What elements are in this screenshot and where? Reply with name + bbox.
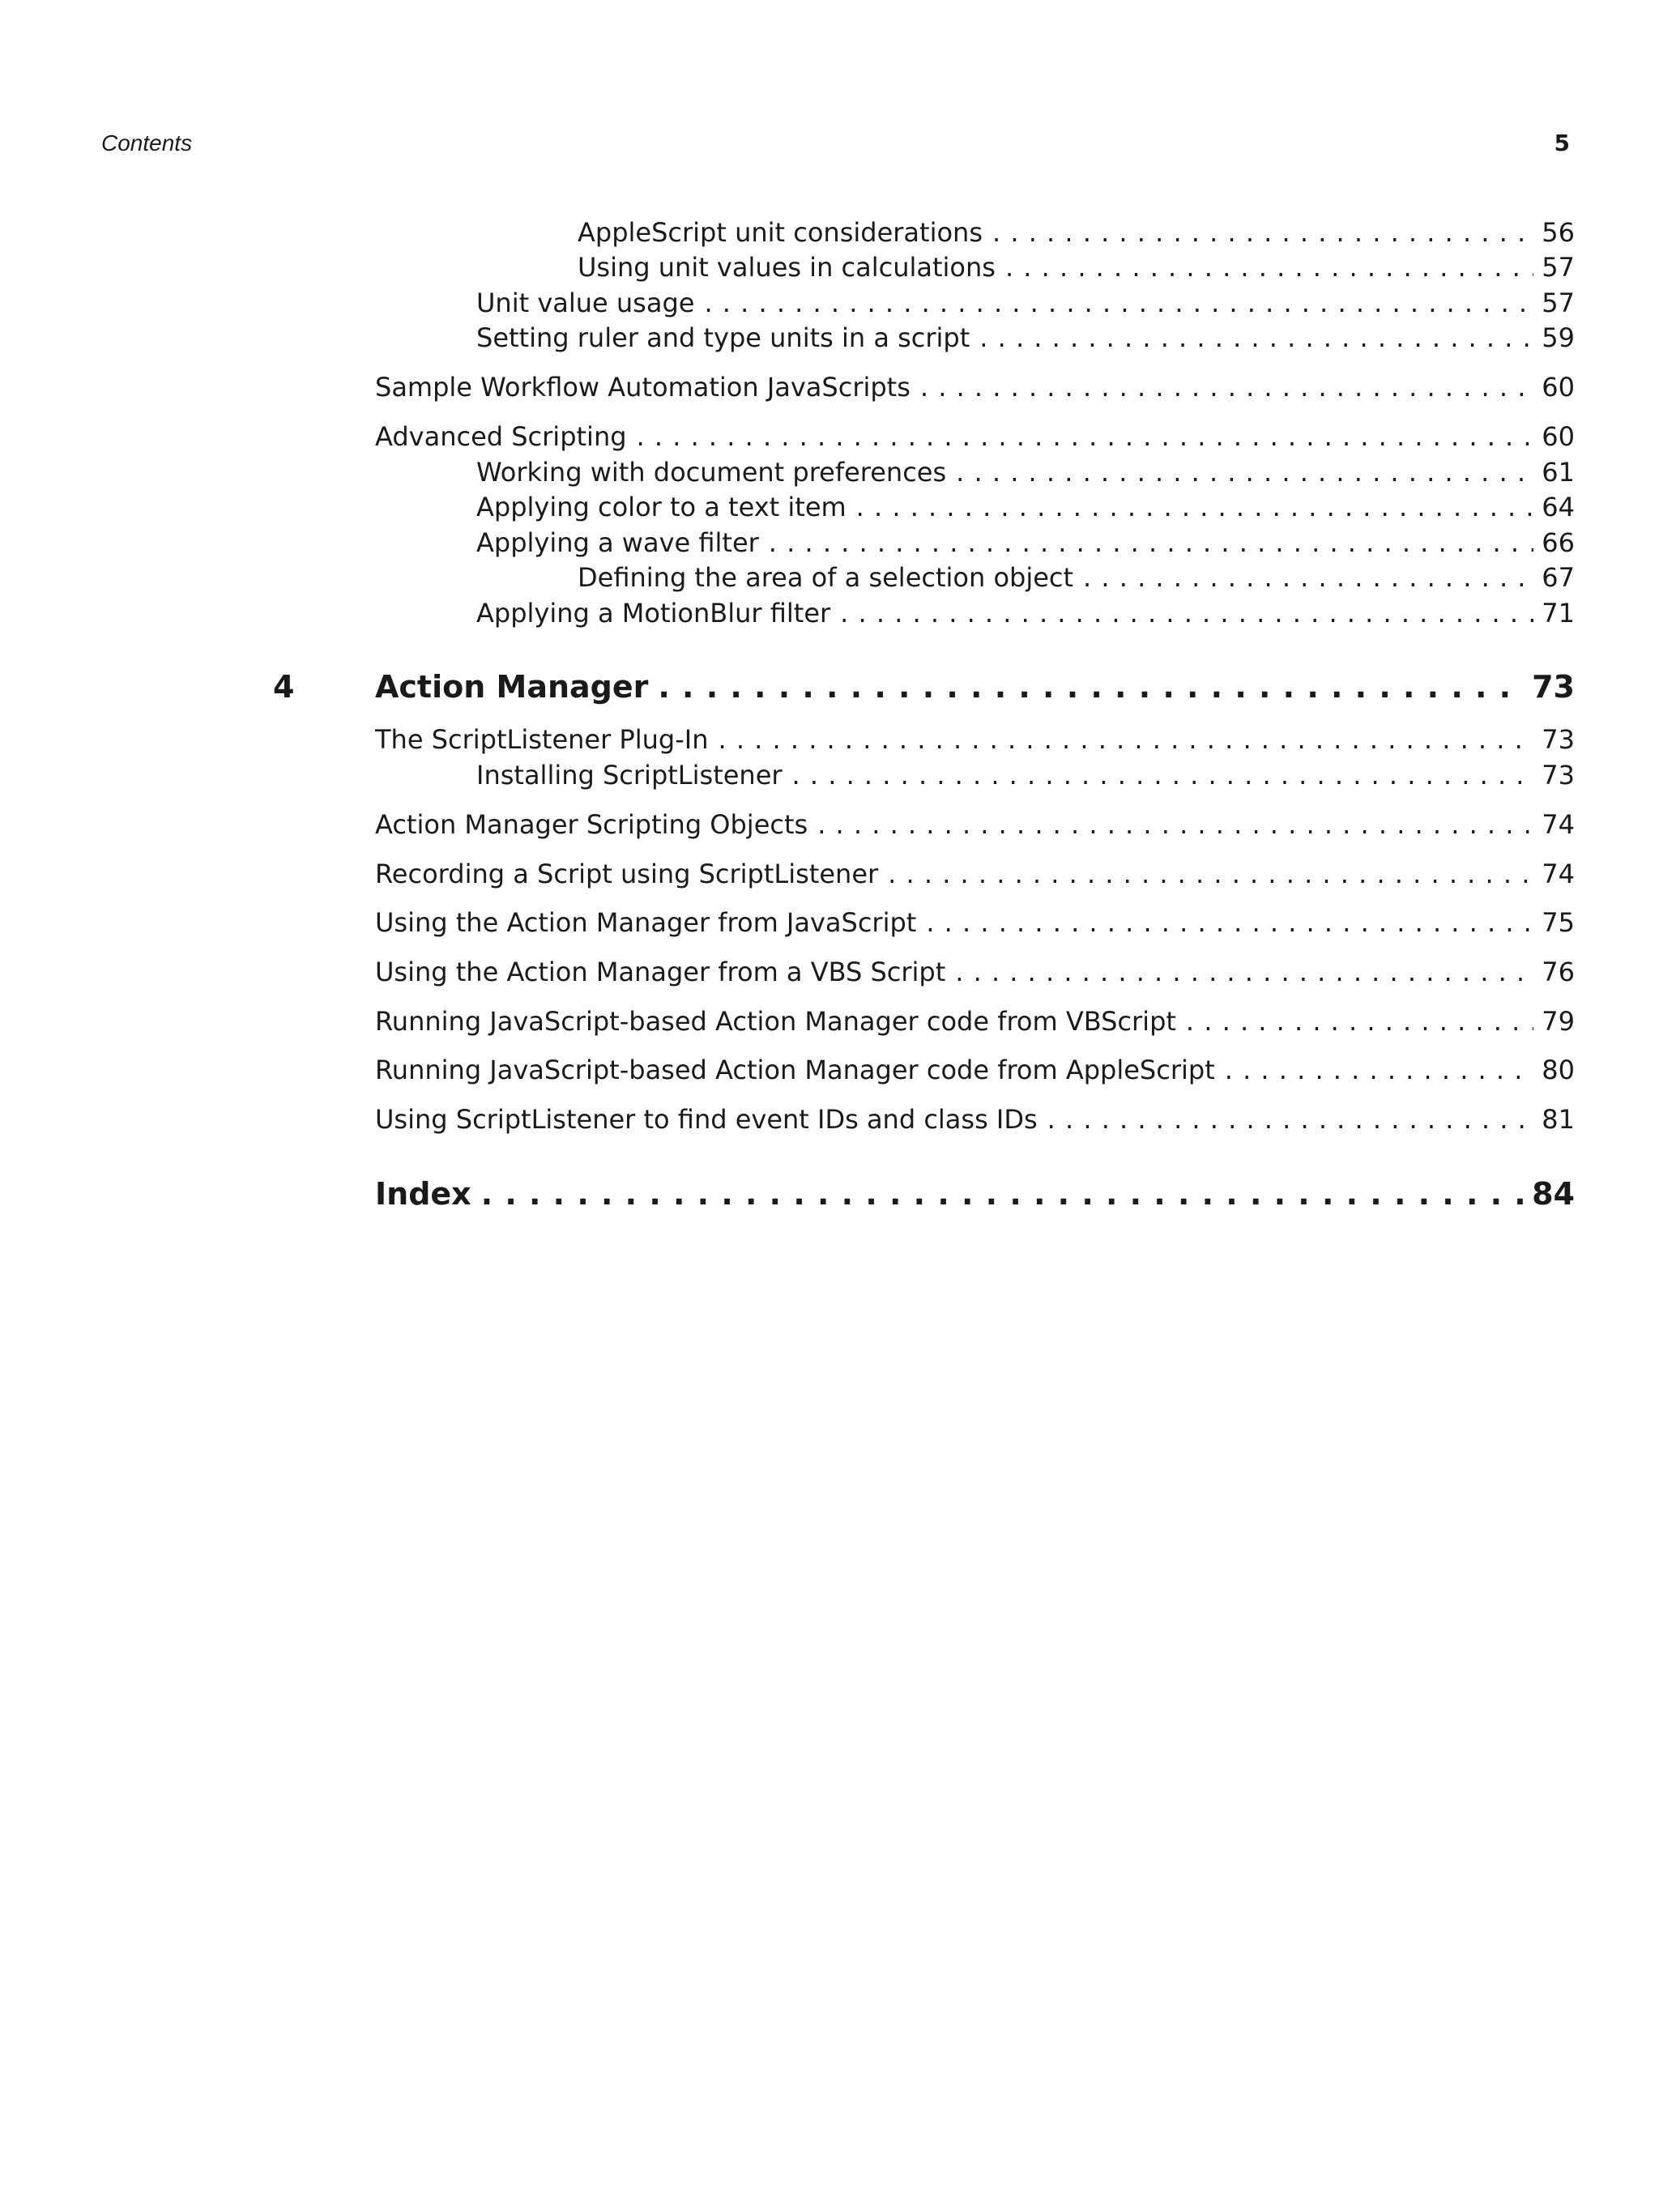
toc-entry-title: Action Manager [375,669,649,705]
toc-entry-page: 79 [1542,1006,1575,1037]
toc-entry-page: 80 [1542,1055,1575,1085]
toc-chapter-entry[interactable] [375,668,1575,705]
toc-entry-page: 60 [1542,421,1575,452]
toc-entry[interactable] [578,250,1575,284]
dot-leader [769,526,1533,560]
toc-entry[interactable] [476,321,1575,355]
toc-entry-page: 61 [1542,457,1575,488]
toc-entry[interactable] [578,215,1575,249]
toc-entry-title: Applying color to a text item [476,492,847,522]
toc-entry[interactable] [476,286,1575,320]
dot-leader [1005,250,1533,284]
toc-entry[interactable] [375,808,1575,842]
toc-entry-title: Sample Workflow Automation JavaScripts [375,372,911,403]
toc-entry-page: 56 [1542,217,1575,248]
toc-entry[interactable] [578,560,1575,595]
toc-entry-page: 73 [1542,760,1575,791]
dot-leader [1186,1004,1533,1038]
toc-entry-page: 60 [1542,372,1575,403]
toc-entry-title: Recording a Script using ScriptListener [375,859,879,889]
toc-entry-page: 74 [1542,809,1575,840]
dot-leader [718,722,1533,757]
dot-leader [817,808,1533,842]
toc-entry[interactable] [375,722,1575,757]
toc-entry-title: Running JavaScript-based Action Manager code from AppleScript [375,1055,1215,1085]
dot-leader [704,286,1533,320]
dot-leader [955,955,1533,989]
toc-entry-title: Applying a wave filter [476,527,759,558]
toc-entry-title: Using ScriptListener to find event IDs and class IDs [375,1104,1038,1135]
toc-entry[interactable] [375,1102,1575,1136]
toc-entry-title: Index [375,1176,471,1212]
dot-leader [1225,1053,1534,1087]
toc-entry-page: 59 [1542,322,1575,353]
dot-leader [792,758,1534,792]
toc-entry-title: Installing ScriptListener [476,760,783,791]
dot-leader [888,857,1533,891]
toc-entry-title: Unit value usage [476,288,695,318]
toc-entry-title: The ScriptListener Plug-In [375,724,709,755]
toc-entry[interactable] [375,955,1575,989]
chapter-number: 4 [273,669,295,705]
toc-entry-title: Working with document preferences [476,457,947,488]
dot-leader [956,455,1533,489]
toc-entry-page: 57 [1542,252,1575,283]
toc-entry-title: Using unit values in calculations [578,252,996,283]
toc-entry-title: Using the Action Manager from JavaScript [375,907,917,938]
toc-entry-page: 75 [1542,907,1575,938]
dot-leader [840,596,1533,630]
toc-entry[interactable] [476,758,1575,792]
toc-entry[interactable] [375,906,1575,940]
toc-entry-page: 64 [1542,492,1575,522]
dot-leader [637,420,1534,454]
dot-leader [1083,560,1533,595]
toc-entry-page: 67 [1542,562,1575,593]
dot-leader [979,321,1533,355]
toc-entry-title: AppleScript unit considerations [578,217,983,248]
toc-entry-page: 81 [1542,1104,1575,1135]
dot-leader [920,370,1533,404]
toc-entry-title: Advanced Scripting [375,421,627,452]
toc-entry[interactable] [476,526,1575,560]
dot-leader [658,668,1524,705]
toc-entry-page: 76 [1542,957,1575,987]
toc-entry[interactable] [375,1053,1575,1087]
toc-entry[interactable] [476,455,1575,489]
toc-entry-title: Using the Action Manager from a VBS Script [375,957,946,987]
toc-entry-title: Setting ruler and type units in a script [476,322,970,353]
toc-entry[interactable] [375,1004,1575,1038]
toc-entry-page: 73 [1542,724,1575,755]
toc-entry-title: Defining the area of a selection object [578,562,1074,593]
toc-entry[interactable] [476,596,1575,630]
toc-entry-page: 66 [1542,527,1575,558]
toc-entry[interactable] [375,420,1575,454]
dot-leader [992,215,1533,249]
toc-entry-page: 57 [1542,288,1575,318]
dot-leader [481,1175,1524,1213]
toc-entry[interactable] [476,490,1575,524]
toc-entry-title: Applying a MotionBlur filter [476,598,831,629]
toc-entry-title: Running JavaScript-based Action Manager code from VBScript [375,1006,1176,1037]
dot-leader [856,490,1534,524]
page-number: 5 [1554,130,1570,156]
toc-entry-page: 71 [1542,598,1575,629]
toc-entry[interactable] [375,857,1575,891]
toc-entry-page: 74 [1542,859,1575,889]
toc-entry-page: 84 [1532,1176,1575,1212]
toc-entry-page: 73 [1532,669,1575,705]
toc-entry-title: Action Manager Scripting Objects [375,809,808,840]
dot-leader [926,906,1533,940]
running-head: Contents [101,130,193,156]
toc-index-entry[interactable] [375,1175,1575,1213]
dot-leader [1047,1102,1534,1136]
toc-entry[interactable] [375,370,1575,404]
